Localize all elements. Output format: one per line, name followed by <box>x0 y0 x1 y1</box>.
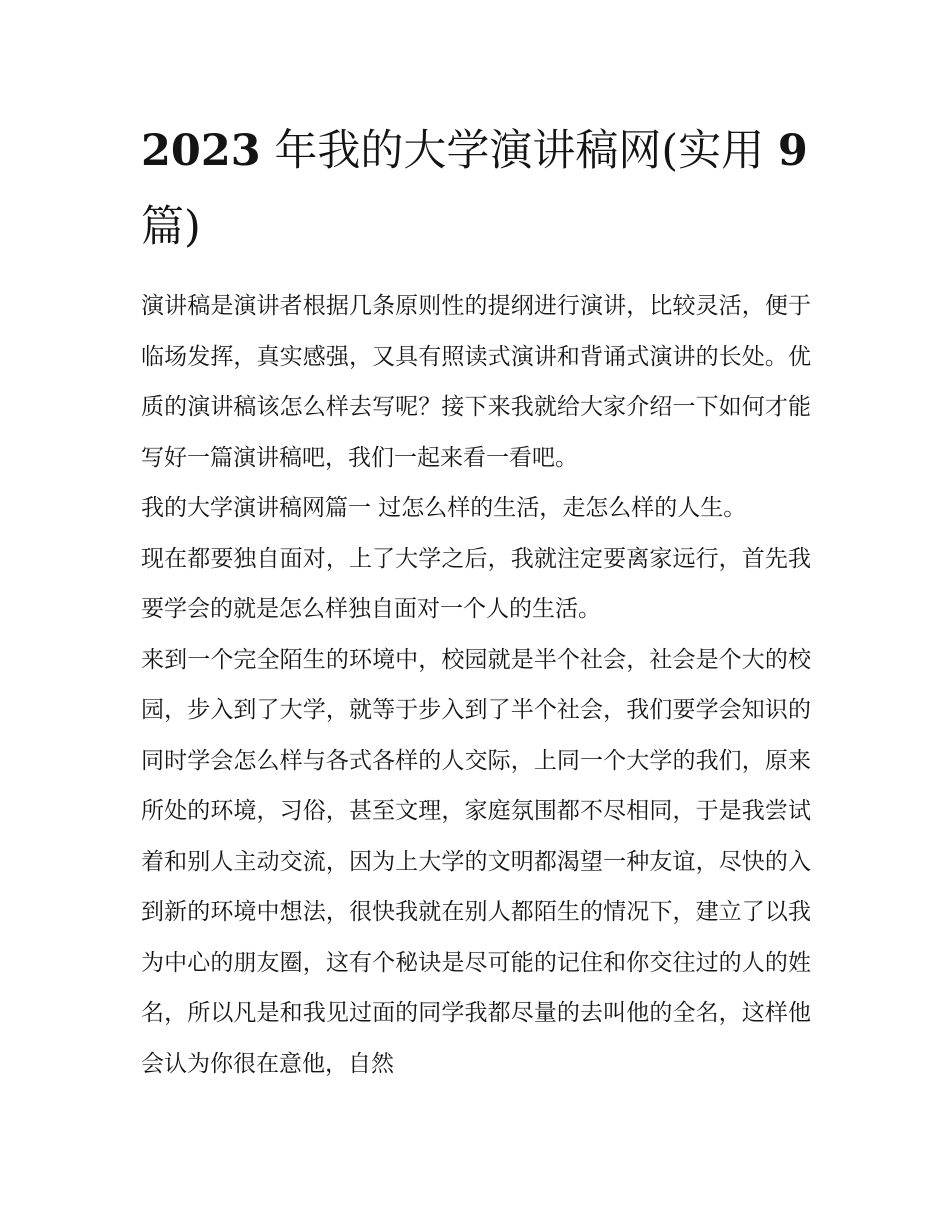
title-year: 2023 <box>141 126 261 176</box>
body-paragraph: 来到一个完全陌生的环境中，校园就是半个社会，社会是个大的校园，步入到了大学，就等于步入到了半个社会，我们要学会知识的同时学会怎么样与各式各样的人交际，上同一个大学的我们，原来所处的环境，习俗，甚至文理，家庭氛围都不尽相同，于是我尝试着和别人主动交流，因为上大学的文明都渴望一种友谊，尽快的入到新的环境中想法，很快我就在别人都陌生的情况下，建立了以我为中心的朋友圈，这有个秘诀是尽可能的记住和你交往过的人的姓名，所以凡是和我见过面的同学我都尽量的去叫他的全名，这样他会认为你很在意他，自然 <box>141 646 811 1077</box>
document-title <box>141 113 811 265</box>
title-count: 9 <box>777 126 808 176</box>
body-paragraph: 现在都要独自面对，上了大学之后，我就注定要离家远行，首先我要学会的就是怎么样独自面对一个人的生活。 <box>141 545 811 622</box>
section-heading-paragraph: 我的大学演讲稿网篇一 过怎么样的生活，走怎么样的人生。 <box>141 495 747 521</box>
title-suffix: 篇) <box>141 202 201 252</box>
document-body <box>141 281 811 1089</box>
title-text: 年我的大学演讲稿网(实用 <box>260 126 778 176</box>
intro-paragraph: 演讲稿是演讲者根据几条原则性的提纲进行演讲，比较灵活，便于临场发挥，真实感强，又具有照读式演讲和背诵式演讲的长处。优质的演讲稿该怎么样去写呢？接下来我就给大家介绍一下如何才能写好一篇演讲稿吧，我们一起来看一看吧。 <box>141 293 811 471</box>
document-content <box>141 113 811 1089</box>
